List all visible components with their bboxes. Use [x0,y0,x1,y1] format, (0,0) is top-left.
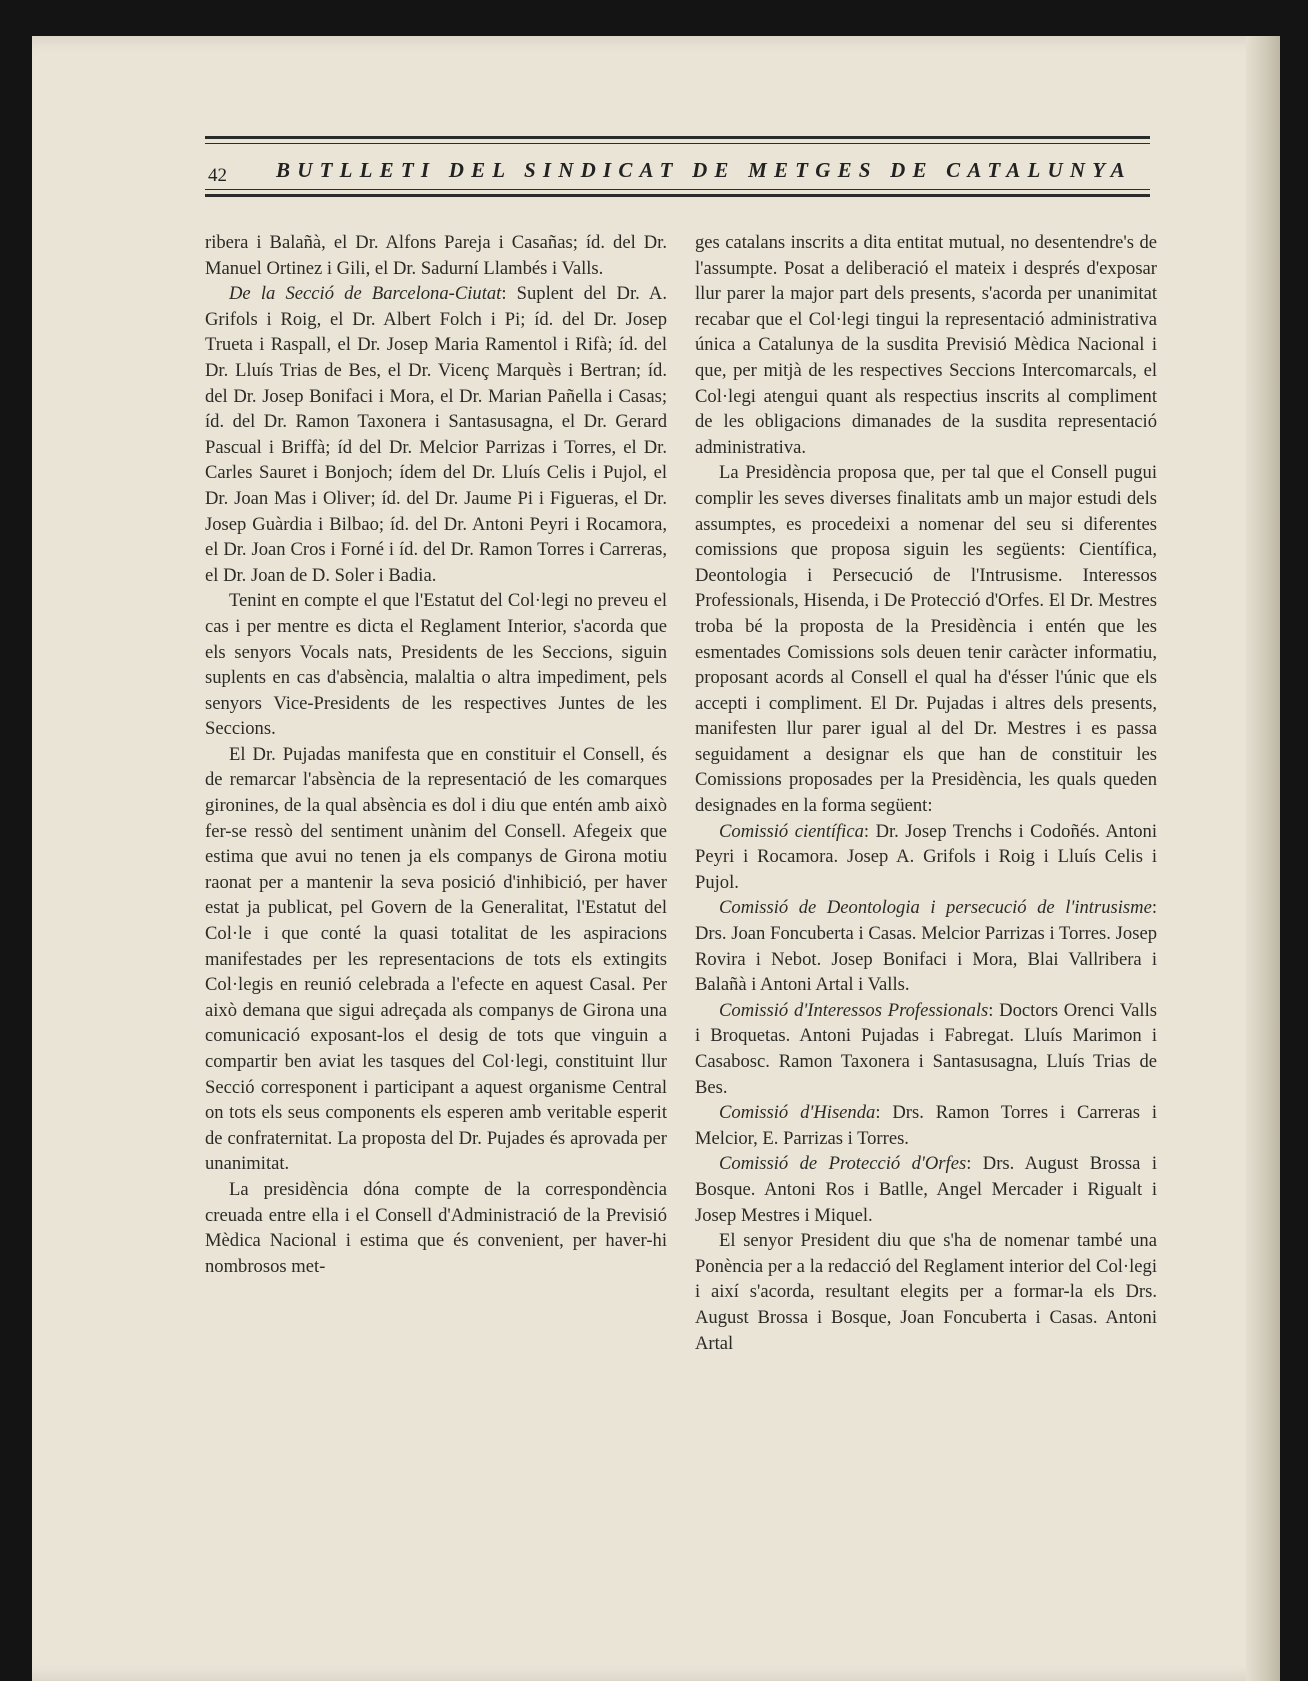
page-spine-shadow [1246,36,1280,1681]
header-rule-top-thin [205,143,1150,144]
paragraph: Comissió de Deontologia i persecució de l'intrusisme: Drs. Joan Foncuberta i Casas. Melcior Parrizas i Torres. Josep Rovira i Nebot. Josep Bonifaci i Mora, Blai Vallribera i Balañà i Antoni Artal i Valls. [695,897,1157,996]
paragraph: Comissió científica: Dr. Josep Trenchs i Codoñés. Antoni Peyri i Rocamora. Josep A. Grifols i Roig i Lluís Celis i Pujol. [695,820,1157,893]
header-rule-bottom-thick [205,194,1150,197]
paragraph: El senyor President diu que s'ha de nomenar també una Ponència per a la redacció del Reglament interior del Col·legi i així s'acorda, resultant elegits per a formar-la els Drs. August Brossa i Bosque, Joan Foncuberta i Casas. Antoni Artal [695,1230,1157,1354]
paragraph: La presidència dóna compte de la correspondència creuada entre ella i el Consell d'Administració de la Previsió Mèdica Nacional i estima que és convenient, per haver-hi nombrosos met- [205,1178,667,1277]
running-title: BUTLLETI DEL SINDICAT DE METGES DE CATALUNYA [276,158,1132,182]
header-rule-bottom-thin [205,189,1150,190]
left-text-column [205,230,667,1279]
paragraph: ribera i Balañà, el Dr. Alfons Pareja i Casañas; íd. del Dr. Manuel Ortinez i Gili, el Dr. Sadurní Llambés i Valls. [205,232,667,279]
page-number: 42 [208,165,227,186]
header-rule-top-thick [205,136,1150,139]
paragraph: De la Secció de Barcelona-Ciutat: Suplent del Dr. A. Grifols i Roig, el Dr. Albert Folch i Pi; íd. del Dr. Josep Trueta i Raspall, el Dr. Josep Maria Ramentol i Rifà; íd. del Dr. Lluís Trias de Bes, el Dr. Vicenç Marquès i Bertran; íd. del Dr. Josep Bonifaci i Mora, el Dr. Marian Pañella i Casas; íd. del Dr. Ramon Taxonera i Santasusagna, el Dr. Gerard Pascual i Briffà; íd del Dr. Melcior Parrizas i Torres, el Dr. Carles Sauret i Bonjoch; ídem del Dr. Lluís Celis i Pujol, el Dr. Joan Mas i Oliver; íd. del Dr. Jaume Pi i Figueras, el Dr. Josep Guàrdia i Bilbao; íd. del Dr. Antoni Peyri i Rocamora, el Dr. Joan Cros i Forné i íd. del Dr. Ramon Torres i Carreras, el Dr. Joan de D. Soler i Badia. [205,283,667,586]
paragraph: Comissió d'Interessos Professionals: Doctors Orenci Valls i Broquetas. Antoni Pujadas i Fabregat. Lluís Marimon i Casabosc. Ramon Taxonera i Santasusagna, Lluís Trias de Bes. [695,999,1157,1098]
right-text-column [695,230,1157,1356]
paragraph: Comissió d'Hisenda: Drs. Ramon Torres i Carreras i Melcior, E. Parrizas i Torres. [695,1102,1158,1149]
paragraph: El Dr. Pujadas manifesta que en constituir el Consell, és de remarcar l'absència de la representació de les comarques gironines, de la qual absència es dol i diu que entén amb això fer-se ressò del sentiment unànim del Consell. Afegeix que estima que avui no tenen ja els companys de Girona motiu raonat per a mantenir la seva posició d'inhibició, per haver estat ja publicat, pel Govern de la Generalitat, l'Estatut del Col·le i que conté la quasi totalitat de les aspiracions manifestades per les representacions de tots els extingits Col·legis en reunió celebrada a l'efecte en aquest Casal. Per això demana que sigui adreçada als companys de Girona una comunicació exposant-los el desig de tots que vinguin a compartir ben aviat les tasques del Col·legi, constituint llur Secció corresponent i participant a aquest organisme Central on tots els seus components els esperen amb veritable esperit de confraternitat. La proposta del Dr. Pujades és aprovada per unanimitat. [205,743,667,1175]
paragraph: La Presidència proposa que, per tal que el Consell pugui complir les seves diverses finalitats amb un major estudi dels assumptes, es procedeixi a nomenar del seu si diferentes comissions que proposa siguin les següents: Científica, Deontologia i Persecució de l'Intrusisme. Interessos Professionals, Hisenda, i De Protecció d'Orfes. El Dr. Mestres troba bé la proposta de la Presidència i entén que les esmentades Comissions sols deuen tenir caràcter informatiu, proposant acords al Consell el qual ha d'ésser l'únic que els accepti i compliment. El Dr. Pujadas i altres dels presents, manifesten llur parer igual al del Dr. Mestres i es passa seguidament a designar els que han de constituir les Comissions proposades per la Presidència, les quals queden designades en la forma següent: [695,462,1157,817]
paragraph: ges catalans inscrits a dita entitat mutual, no desentendre's de l'assumpte. Posat a deliberació el mateix i després d'exposar llur parer la major part dels presents, s'acorda per unanimitat recabar que el Col·legi tingui la representació administrativa única a Catalunya de la susdita Previsió Mèdica Nacional i que, per mitjà de les respectives Seccions Intercomarcals, el Col·legi atengui quant als respectius inscrits al compliment de les obligacions dimanades de la susdita representació administrativa. [695,232,1157,458]
paragraph: Comissió de Protecció d'Orfes: Drs. August Brossa i Bosque. Antoni Ros i Batlle, Angel Mercader i Rigualt i Josep Mestres i Miquel. [695,1153,1157,1226]
paragraph: Tenint en compte el que l'Estatut del Col·legi no preveu el cas i per mentre es dicta el Reglament Interior, s'acorda que els senyors Vocals nats, Presidents de les Seccions, siguin suplents en cas d'absència, malaltia o altra impediment, pels senyors Vice-Presidents de les respectives Juntes de les Seccions. [205,590,667,740]
